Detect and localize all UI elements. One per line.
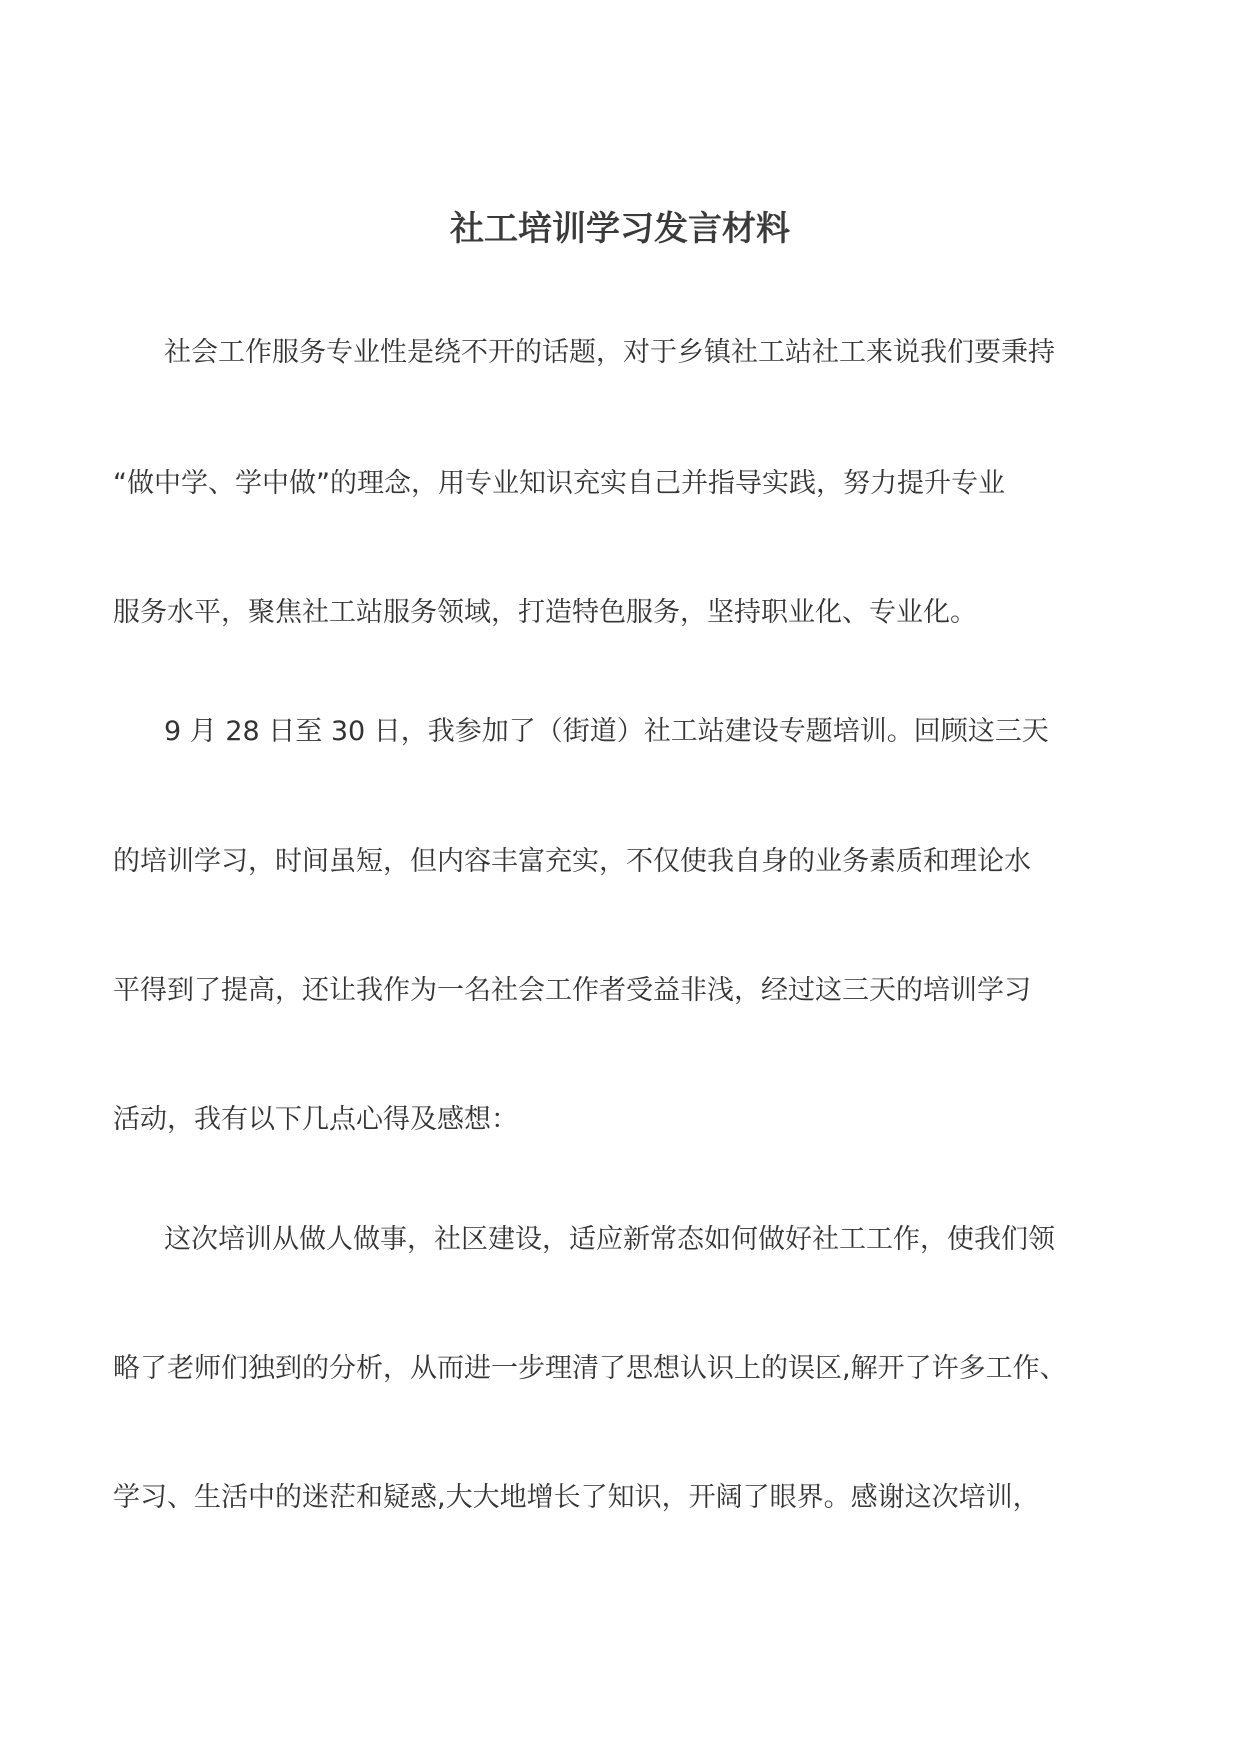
paragraph-2-line-2: 的培训学习，时间虽短，但内容丰富充实，不仅使我自身的业务素质和理论水 — [113, 846, 1031, 877]
paragraph-2-line-1: 9 月 28 日至 30 日，我参加了（街道）社工站建设专题培训。回顾这三天 — [164, 716, 1049, 747]
paragraph-1-line-1: 社会工作服务专业性是绕不开的话题，对于乡镇社工站社工来说我们要秉持 — [164, 337, 1055, 368]
paragraph-1-line-2: “做中学、学中做”的理念，用专业知识充实自己并指导实践，努力提升专业 — [113, 468, 1005, 499]
document-title: 社工培训学习发言材料 — [450, 209, 790, 249]
paragraph-3-line-2: 略了老师们独到的分析，从而进一步理清了思想认识上的误区,解开了许多工作、 — [113, 1353, 1067, 1384]
paragraph-2-line-3: 平得到了提高，还让我作为一名社会工作者受益非浅，经过这三天的培训学习 — [113, 975, 1031, 1006]
paragraph-3-line-3: 学习、生活中的迷茫和疑惑,大大地增长了知识，开阔了眼界。感谢这次培训， — [113, 1482, 1040, 1513]
paragraph-1-line-3: 服务水平，聚焦社工站服务领域，打造特色服务，坚持职业化、专业化。 — [113, 597, 977, 628]
paragraph-2-line-4: 活动，我有以下几点心得及感想： — [113, 1104, 518, 1135]
paragraph-3-line-1: 这次培训从做人做事，社区建设，适应新常态如何做好社工工作，使我们领 — [164, 1224, 1055, 1255]
